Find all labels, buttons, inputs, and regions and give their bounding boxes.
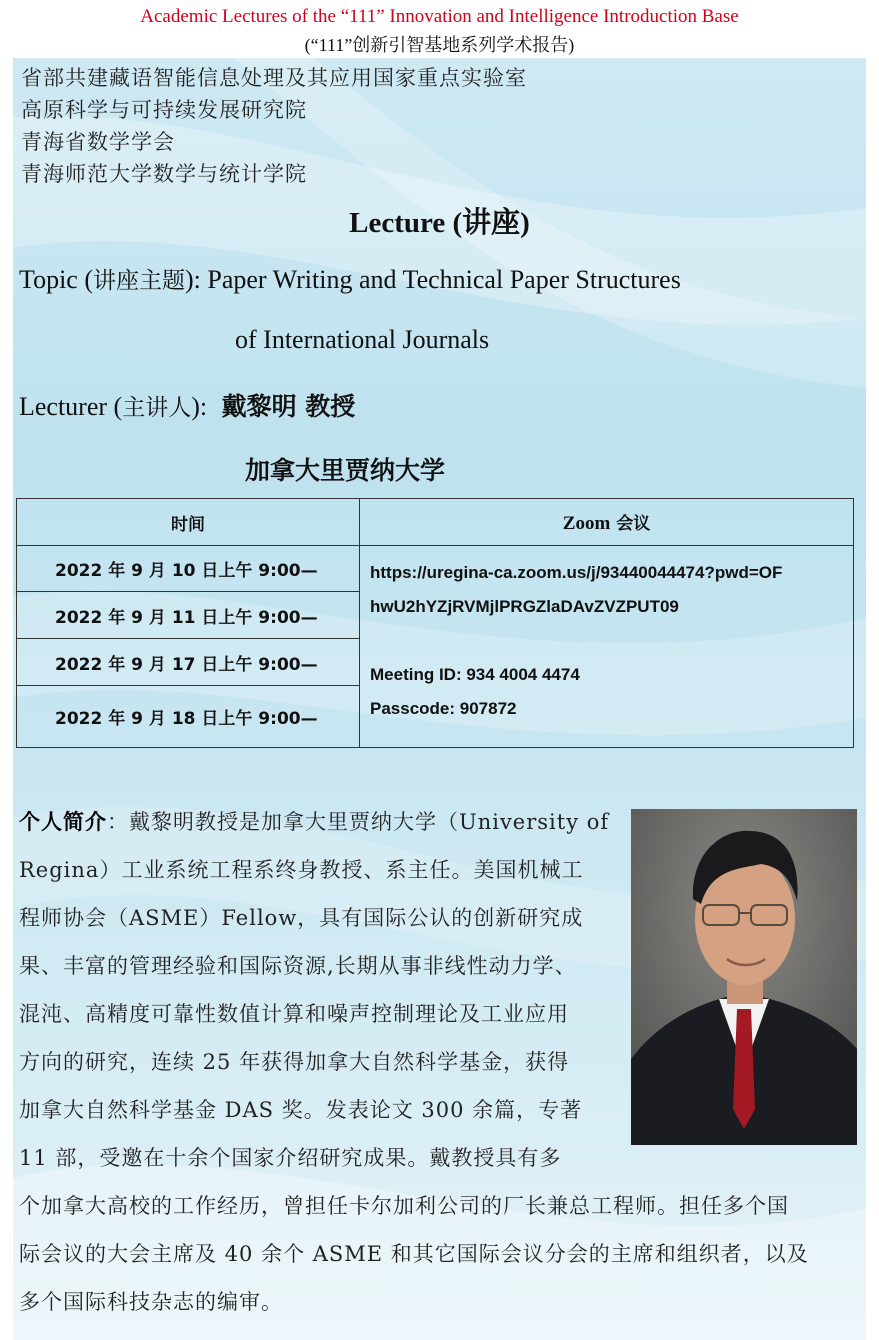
- zoom-link[interactable]: https://uregina-ca.zoom.us/j/93440044474?pwd=OF: [370, 563, 783, 582]
- organizer-line: 青海师范大学数学与统计学院: [21, 162, 307, 186]
- lecture-title: Lecture (讲座): [349, 207, 530, 239]
- bio-line: 个加拿大高校的工作经历，曾担任卡尔加利公司的厂长兼总工程师。担任多个国: [19, 1194, 789, 1218]
- bio-heading: 个人简介: [19, 809, 107, 834]
- bio-line: [19, 806, 609, 836]
- zoom-column-header: Zoom 会议: [360, 499, 854, 546]
- lecturer-label-end: ):: [191, 392, 208, 421]
- bio-line: 果、丰富的管理经验和国际资源,长期从事非线性动力学、: [19, 954, 577, 978]
- lecturer-name: 戴黎明 教授: [221, 392, 356, 421]
- topic-title-line1: Paper Writing and Technical Paper Structures: [207, 265, 681, 294]
- lecturer-label: Lecturer (: [19, 392, 123, 421]
- lecturer-photo: [631, 809, 857, 1145]
- schedule-date: 2022 年 9 月 17 日上午 9:00—: [17, 639, 360, 686]
- zoom-link-cont[interactable]: hwU2hYZjRVMjlPRGZlaDAvZVZPUT09: [370, 597, 679, 616]
- topic-label: Topic (: [19, 265, 93, 294]
- time-column-header: 时间: [17, 499, 360, 546]
- lecturer-line: [19, 387, 355, 423]
- topic-title-line2: of International Journals: [235, 325, 490, 354]
- organizer-line: 青海省数学学会: [21, 130, 175, 154]
- bio-line: 多个国际科技杂志的编审。: [19, 1290, 283, 1314]
- bio-line: 际会议的大会主席及 40 余个 ASME 和其它国际会议分会的主席和组织者，以及: [19, 1242, 809, 1266]
- schedule-table: [16, 498, 854, 748]
- lecturer-label-cn: 主讲人: [122, 395, 192, 421]
- bio-line: 程师协会（ASME）Fellow，具有国际公认的创新研究成: [19, 906, 584, 930]
- topic-line: [19, 262, 681, 295]
- bio-line: 11 部，受邀在十余个国家介绍研究成果。戴教授具有多: [19, 1146, 562, 1170]
- lecturer-affiliation: 加拿大里贾纳大学: [245, 456, 446, 485]
- topic-label-cn: 讲座主题: [93, 268, 185, 294]
- bio-line: 加拿大自然科学基金 DAS 奖。发表论文 300 余篇，专著: [19, 1098, 583, 1122]
- passcode: Passcode: 907872: [370, 699, 517, 718]
- bio-heading-colon: ：: [107, 810, 129, 834]
- zoom-info: [360, 546, 854, 748]
- bio-text: 戴黎明教授是加拿大里贾纳大学（University of: [129, 810, 610, 834]
- schedule-date: 2022 年 9 月 11 日上午 9:00—: [17, 592, 360, 639]
- organizer-line: 省部共建藏语智能信息处理及其应用国家重点实验室: [21, 66, 527, 90]
- bio-line: 混沌、高精度可靠性数值计算和噪声控制理论及工业应用: [19, 1002, 569, 1026]
- header-english-title: Academic Lectures of the “111” Innovation and Intelligence Introduction Base: [140, 6, 739, 27]
- organizer-line: 高原科学与可持续发展研究院: [21, 98, 307, 122]
- topic-label-end: ):: [185, 265, 208, 294]
- poster: [13, 58, 866, 1340]
- schedule-date: 2022 年 9 月 10 日上午 9:00—: [17, 546, 360, 592]
- bio-line: Regina）工业系统工程系终身教授、系主任。美国机械工: [19, 858, 584, 882]
- bio-line: 方向的研究，连续 25 年获得加拿大自然科学基金，获得: [19, 1050, 570, 1074]
- header-banner: [0, 0, 879, 58]
- meeting-id: Meeting ID: 934 4004 4474: [370, 665, 580, 684]
- header-chinese-title: (“111”创新引智基地系列学术报告): [304, 35, 575, 55]
- schedule-date: 2022 年 9 月 18 日上午 9:00—: [17, 686, 360, 748]
